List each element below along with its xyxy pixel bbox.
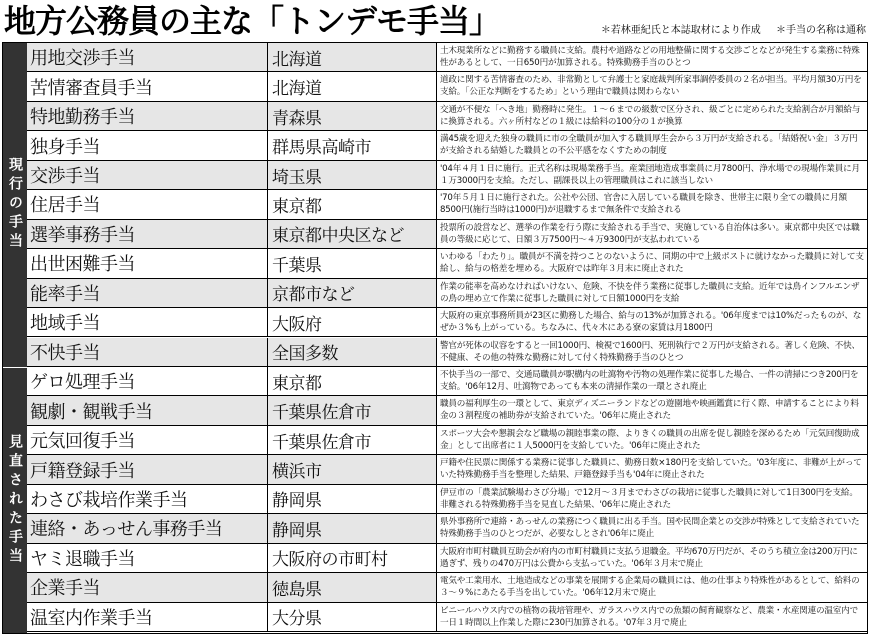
- allowance-description: 戸籍や住民票に関係する業務に従事した職員に、勤務日数×180円を支給していた。'03年度に、非難が上がっていた特殊勤務手当を整理した結果、戸籍登録手当も'04年に廃止された: [437, 455, 867, 483]
- allowance-description: 伊豆市の「農業試験場わさび分場」で12月～３月までわさびの栽培に従事した職員に対して1日300円を支給。非難される特殊勤務手当を見直した結果、'06年に廃止された: [437, 485, 867, 513]
- allowance-location: 徳島県: [268, 573, 437, 601]
- allowance-location: 静岡県: [268, 514, 437, 542]
- table-row: [27, 43, 867, 72]
- allowance-name: 交渉手当: [27, 161, 268, 189]
- allowance-description: 土木現業所などに勤務する職員に支給。農村や道路などの用地整備に関する交渉ごとなどが発生する業務に特殊性があるとして、一日650円が加算される。特殊勤務手当のひとつ: [437, 43, 867, 71]
- allowance-table: [2, 42, 868, 634]
- allowance-name: 用地交渉手当: [27, 43, 268, 71]
- allowance-location: 東京都: [268, 190, 437, 218]
- allowance-name: 戸籍登録手当: [27, 455, 268, 483]
- table-row: [27, 102, 867, 131]
- table-row: [27, 190, 867, 219]
- allowance-name: ゲロ処理手当: [27, 367, 268, 395]
- allowance-location: 東京都中央区など: [268, 220, 437, 248]
- allowance-name: 企業手当: [27, 573, 268, 601]
- allowance-name: 独身手当: [27, 131, 268, 159]
- allowance-location: 大阪府の市町村: [268, 544, 437, 572]
- table-row: [27, 161, 867, 190]
- table-row: [27, 603, 867, 632]
- allowance-name: 温室内作業手当: [27, 603, 268, 631]
- allowance-name: 苦情審査員手当: [27, 72, 268, 100]
- allowance-description: '70年５月１日に施行された。公社や公団、官舎に入居している職員を除き、世帯主に限り全ての職員に月額8500円(施行当時は1000円)が退職するまで無条件で支給される: [437, 190, 867, 218]
- allowance-name: 地域手当: [27, 308, 268, 336]
- allowance-location: 大阪府: [268, 308, 437, 336]
- allowance-description: 作業の能率を高めなければいけない、危険、不快を伴う業務に従事した職員に支給。近年では鳥インフルエンザの鳥の埋め立て作業に従事した職員に対して日額1000円を支給: [437, 279, 867, 307]
- page-title: 地方公務員の主な「トンデモ手当」: [4, 2, 501, 40]
- group-label: 現行の手当: [7, 157, 23, 253]
- allowance-description: 不快手当の一部で、交通局職員が駅構内の吐瀉物や汚物の処理作業に従事した場合、一件の清掃につき200円を支給。'06年12月、吐瀉物であっても本来の清掃作業の一環とされ廃止: [437, 367, 867, 395]
- allowance-description: 職員の福利厚生の一環として、東京ディズニーランドなどの遊園地や映画鑑賞に行く際、申請することにより料金の３割程度の補助券が支給されていた。'06年に廃止された: [437, 396, 867, 424]
- allowance-description: いわゆる「わたり」。職員が不満を持つことのないように、同期の中で上級ポストに就けなかった職員に対して支給し、給与の格差を埋める。大阪府では昨年３月末に廃止された: [437, 249, 867, 277]
- table-row: [27, 485, 867, 514]
- table-row: [27, 279, 867, 308]
- allowance-name: 元気回復手当: [27, 426, 268, 454]
- table-row: [27, 220, 867, 249]
- table-row: [27, 338, 867, 367]
- table-row: [27, 396, 867, 425]
- allowance-location: 北海道: [268, 43, 437, 71]
- allowance-name: 能率手当: [27, 279, 268, 307]
- allowance-description: '04年４月１日に施行。正式名称は現場業務手当。産業団地造成事業員に月7800円、浄水場での現場作業員に月１万3000円を支給。ただし、副課長以上の管理職員はこれに該当しない: [437, 161, 867, 189]
- table-row: [27, 308, 867, 337]
- allowance-location: 千葉県佐倉市: [268, 426, 437, 454]
- allowance-name: 不快手当: [27, 338, 268, 366]
- allowance-location: 東京都: [268, 367, 437, 395]
- header: [0, 0, 870, 42]
- allowance-location: 北海道: [268, 72, 437, 100]
- allowance-name: 住居手当: [27, 190, 268, 218]
- table-row: [27, 573, 867, 602]
- naming-note: ＊手当の名称は通称: [776, 25, 866, 36]
- allowance-location: 静岡県: [268, 485, 437, 513]
- allowance-location: 大分県: [268, 603, 437, 631]
- table-row: [27, 249, 867, 278]
- allowance-description: 交通が不便な「へき地」勤務時に発生。１～６までの級数で区分され、級ごとに定められた支給割合が月額給与に換算される。六ヶ所村などの１級には給料の100分の１が換算: [437, 102, 867, 130]
- allowance-name: 特地勤務手当: [27, 102, 268, 130]
- allowance-description: 電気や工業用水、土地造成などの事業を展開する企業局の職員には、他の仕事より特殊性があるとして、給料の３～９%にあたる手当を出していた。'06年12月末で廃止: [437, 573, 867, 601]
- allowance-location: 青森県: [268, 102, 437, 130]
- allowance-location: 群馬県高崎市: [268, 131, 437, 159]
- allowance-name: 観劇・観戦手当: [27, 396, 268, 424]
- table-row: [27, 544, 867, 573]
- allowance-name: わさび栽培作業手当: [27, 485, 268, 513]
- allowance-location: 横浜市: [268, 455, 437, 483]
- table-row: [27, 367, 867, 396]
- allowance-name: 連絡・あっせん事務手当: [27, 514, 268, 542]
- table-row: [27, 72, 867, 101]
- group-label-cell: [3, 43, 27, 367]
- table-row: [27, 455, 867, 484]
- allowance-location: 京都市など: [268, 279, 437, 307]
- table-row: [27, 426, 867, 455]
- table-row: [27, 131, 867, 160]
- allowance-location: 埼玉県: [268, 161, 437, 189]
- allowance-description: スポーツ大会や懇親会など職場の親睦事業の際、よりきくの職員の出席を促し親睦を深めるため「元気回復助成金」として出席者に１人5000円を支給していた。'06年に廃止された: [437, 426, 867, 454]
- allowance-location: 千葉県佐倉市: [268, 396, 437, 424]
- table-row: [27, 514, 867, 543]
- allowance-description: 大阪府の東京事務所員が23区に勤務した場合、給与の13%が加算される。'06年度までは10%だったものが、なぜか３%も上がっている。ちなみに、代々木にある寮の家賃は月1800円: [437, 308, 867, 336]
- group-label: 見直された手当: [7, 433, 23, 567]
- allowance-description: 満45歳を迎えた独身の職員に市の全職員が加入する職員厚生会から３万円が支給される。「結婚祝い金」３万円が支給される結婚した職員との不公平感をなくすための制度: [437, 131, 867, 159]
- allowance-description: 県外事務所で連絡・あっせんの業務につく職員に出る手当。国や民間企業との交渉が特殊として支給されていた特殊勤務手当のひとつだが、必要なしとされ'06年に廃止: [437, 514, 867, 542]
- allowance-name: 出世困難手当: [27, 249, 268, 277]
- group-label-cell: [3, 367, 27, 633]
- allowance-name: ヤミ退職手当: [27, 544, 268, 572]
- allowance-name: 選挙事務手当: [27, 220, 268, 248]
- allowance-description: 警官が死体の収容をすると一回1000円、検視で1600円、死刑執行で２万円が支給される。著しく危険、不快、不健康、その他の特殊な勤務に対して付く特殊勤務手当のひとつ: [437, 338, 867, 366]
- allowance-location: 全国多数: [268, 338, 437, 366]
- allowance-description: 大阪府市町村職員互助会が府内の市町村職員に支払う退職金。平均670万円だが、そのうち積立金は200万円に過ぎず、残りの470万円は公費から支払っていた。'06年３月末で廃止: [437, 544, 867, 572]
- source-note: ＊若林亜紀氏と本誌取材により作成: [600, 25, 761, 36]
- allowance-description: ビニールハウス内での植物の栽培管理や、ガラスハウス内での魚類の飼育観察など、農業・水産関連の温室内で一日１時間以上作業した際に230円加算される。'07年３月で廃止: [437, 603, 867, 631]
- allowance-description: 投票所の設営など、選挙の作業を行う際に支給される手当で、実施している自治体は多い。東京都中央区では職員の等級に応じて、日額３万7500円～４万9300円が支払われている: [437, 220, 867, 248]
- source-notes: [601, 24, 866, 38]
- allowance-description: 道政に関する苦情審査のため、非常勤として弁護士と家庭裁判所家事調停委員の２名が担当。平均月額30万円を支給。「公正な判断をするため」という理由で職員は関わらない: [437, 72, 867, 100]
- allowance-location: 千葉県: [268, 249, 437, 277]
